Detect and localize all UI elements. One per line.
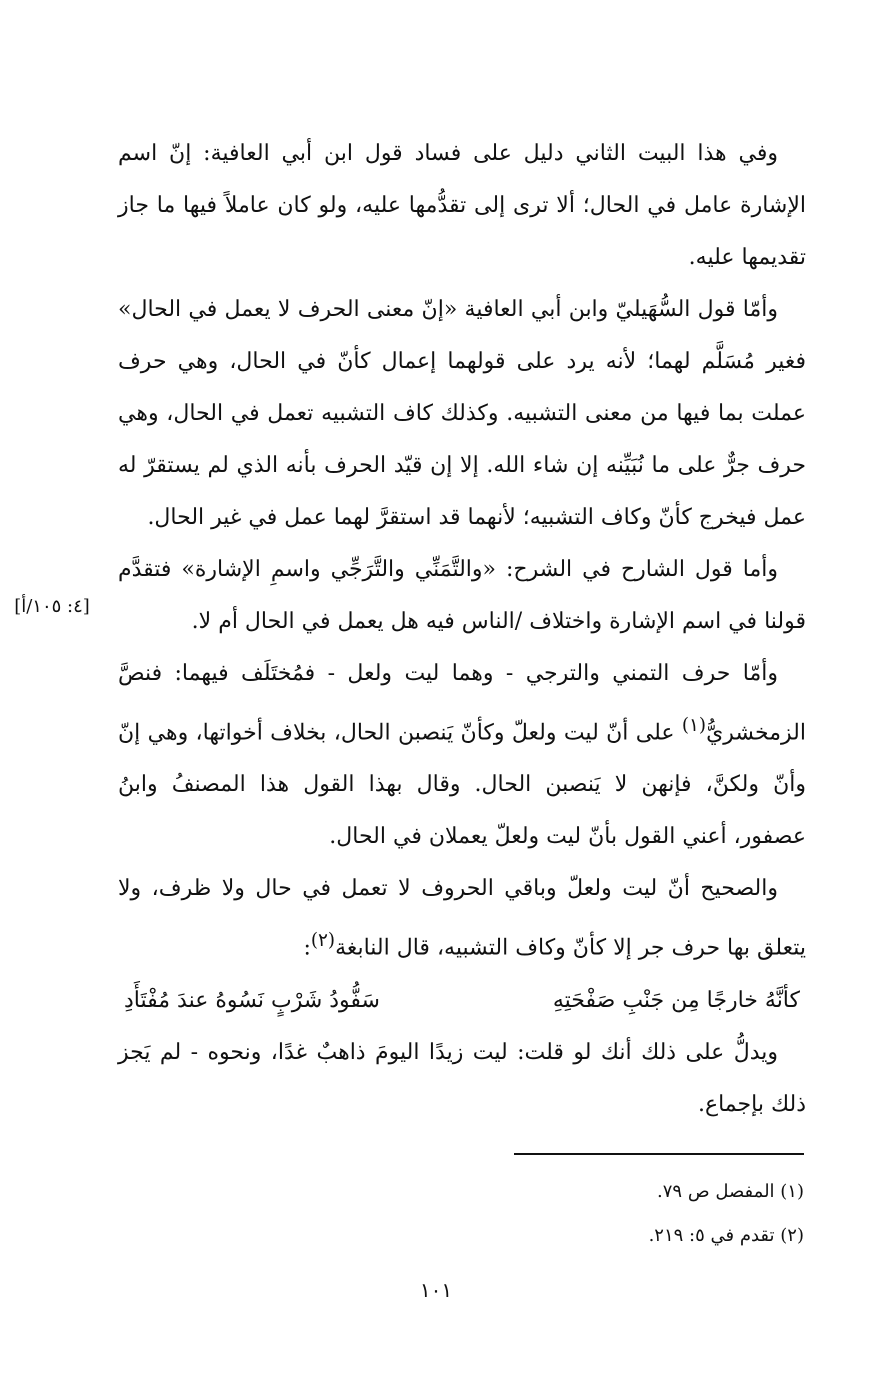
paragraph-4-text-b: على أنّ ليت ولعلّ وكأنّ يَنصبن الحال، بخلاف أخواتها، وهي إنّ وأنّ ولكنَّ، فإنهن لا يَنصبن الحال. وقال بهذا القول هذا المصنفُ وابنُ عصفور، أعني القول بأنّ ليت ولعلّ يعملان في الحال.	[118, 720, 806, 850]
page-number: ١٠١	[419, 1278, 453, 1302]
paragraph-5-text-a: والصحيح أنّ ليت ولعلّ وباقي الحروف لا تعمل في حال ولا ظرف، ولا يتعلق بها حرف جر إلا كأنّ وكاف التشبيه، قال النابغة	[118, 876, 806, 961]
footnote-ref-1: (١)	[681, 715, 707, 736]
paragraph-4	[118, 648, 806, 863]
footnote-divider	[514, 1153, 804, 1155]
paragraph-4-text-a: وأمّا حرف التمني والترجي - وهما ليت ولعل - فمُختَلَف فيهما: فنصَّ الزمخشريُّ	[118, 661, 806, 746]
verse-first-hemistich: كأنَّهُ خارجًا مِن جَنْبِ صَفْحَتِهِ	[552, 987, 800, 1013]
paragraph-3: وأما قول الشارح في الشرح: «والتَّمَنِّي والتَّرَجِّي واسمِ الإشارة» فتقدَّم قولنا في اسم الإشارة واختلاف /الناس فيه هل يعمل في الحال أم لا.	[118, 557, 806, 634]
main-text	[118, 128, 806, 1131]
paragraph-6: ويدلُّ على ذلك أنك لو قلت: ليت زيدًا اليومَ ذاهبٌ غدًا، ونحوه - لم يَجز ذلك بإجماع.	[118, 1039, 806, 1117]
paragraph-2: وأمّا قول السُّهَيليّ وابن أبي العافية «إنّ معنى الحرف لا يعمل في الحال» فغير مُسَلَّم لهما؛ لأنه يرد على قولهما إعمال كأنّ في الحال، وهي حرف عملت بما فيها من معنى التشبيه. وكذلك كاف التشبيه تعمل في الحال، وهي حرف جرٌّ على ما نُبَيِّنه إن شاء الله. إلا إن قيّد الحرف بأنه الذي لم يستقرّ له عمل فيخرج كأنّ وكاف التشبيه؛ لأنهما قد استقرَّ لهما عمل في غير الحال.	[118, 297, 806, 530]
paragraph-5-text-b: :	[303, 935, 311, 961]
verse-second-hemistich: سَفُّودُ شَرْبٍ نَسُوهُ عندَ مُفْتَأَدِ	[124, 987, 380, 1013]
paragraph-1: وفي هذا البيت الثاني دليل على فساد قول ابن أبي العافية: إنّ اسم الإشارة عامل في الحال؛ ألا ترى إلى تقدُّمها عليه، ولو كان عاملاً فيها ما جاز تقديمها عليه.	[118, 141, 806, 270]
footnotes	[514, 1170, 804, 1258]
footnote-1: (١) المفصل ص ٧٩.	[657, 1181, 804, 1202]
footnote-2: (٢) تقدم في ٥: ٢١٩.	[648, 1225, 804, 1246]
paragraph-5	[118, 863, 806, 974]
poetry-verse	[118, 975, 806, 1027]
manuscript-folio-reference: [٤: ١٠٥/أ]	[14, 596, 90, 617]
footnote-ref-2: (٢)	[310, 930, 336, 952]
